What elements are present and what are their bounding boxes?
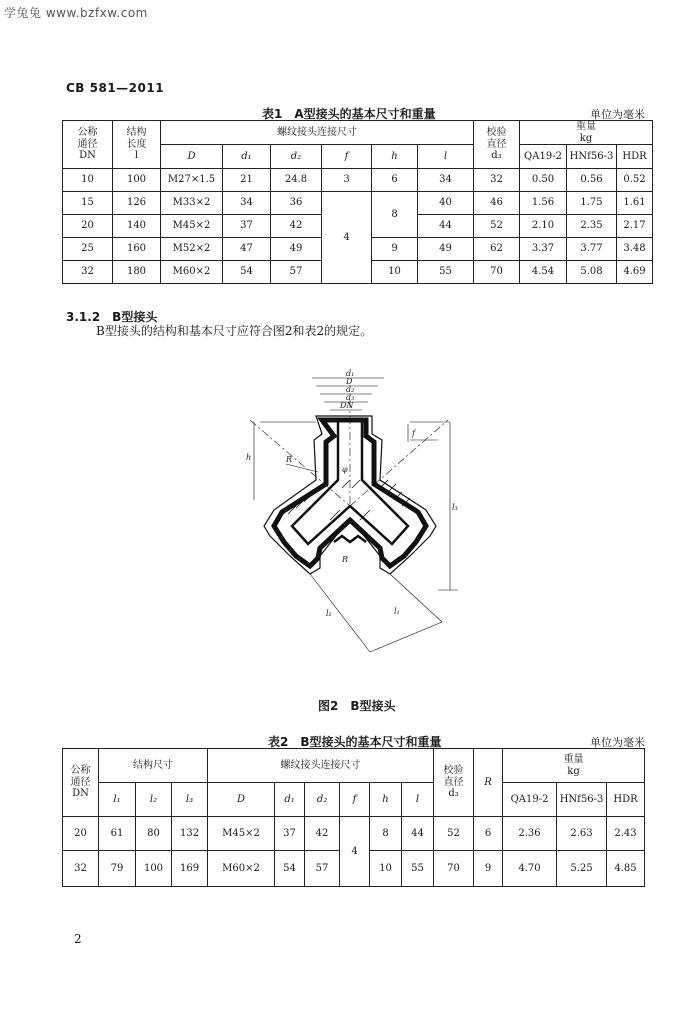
- t1-cell: 3.48: [617, 238, 653, 261]
- t2-head-mat-2: HNf56-3: [557, 783, 607, 817]
- standard-code: CB 581—2011: [66, 81, 165, 95]
- t2-cell: 6: [474, 817, 503, 851]
- t1-head-mat-1: QA19-2: [520, 145, 567, 169]
- t2-cell: 10: [370, 851, 402, 887]
- page-number: 2: [74, 932, 82, 946]
- t1-head-mat-3: HDR: [617, 145, 653, 169]
- t1-head-D: D: [161, 145, 223, 169]
- figure-caption: 图2 B型接头: [318, 699, 396, 713]
- t1-cell: 70: [474, 261, 520, 284]
- t1-cell: 49: [418, 238, 474, 261]
- t1-cell: 4.69: [617, 261, 653, 284]
- t1-head-f: f: [322, 145, 372, 169]
- t2-cell: 54: [275, 851, 305, 887]
- t2-cell: 44: [402, 817, 434, 851]
- joint-bore-lower: [334, 536, 366, 542]
- section-text: B型接头的结构和基本尺寸应符合图2和表2的规定。: [96, 324, 373, 338]
- t2-head-l3: l₃: [172, 783, 208, 817]
- t1-cell: 0.56: [567, 169, 617, 192]
- t1-cell: 25: [63, 238, 113, 261]
- t1-cell: 3.37: [520, 238, 567, 261]
- t1-cell: 1.61: [617, 192, 653, 215]
- t2-cell: M45×2: [208, 817, 275, 851]
- t1-cell: 34: [223, 192, 271, 215]
- fig-label-f: f: [412, 429, 415, 438]
- t2-cell: 2.63: [557, 817, 607, 851]
- t2-head-bolt-sym: d₃: [448, 788, 459, 800]
- t1-cell: 10: [63, 169, 113, 192]
- t2-cell: 79: [99, 851, 136, 887]
- fig-label-d2: d₂: [346, 385, 355, 394]
- t1-cell: 160: [113, 238, 161, 261]
- t1-cell: 36: [271, 192, 322, 215]
- t2-head-bolt: [434, 749, 474, 817]
- t1-cell: 140: [113, 215, 161, 238]
- t1-head-dn-sym: DN: [79, 150, 96, 162]
- t2-cell: 42: [305, 817, 340, 851]
- t1-head-bolt: [474, 121, 520, 169]
- table2-caption: 表2 B型接头的基本尺寸和重量: [268, 735, 442, 749]
- table1: [62, 120, 653, 284]
- t1-cell: 126: [113, 192, 161, 215]
- t1-cell: 44: [418, 215, 474, 238]
- t2-cell: 4.70: [503, 851, 557, 887]
- t1-cell: 3.77: [567, 238, 617, 261]
- table2-unit: 单位为毫米: [590, 736, 645, 749]
- t1-cell: 0.50: [520, 169, 567, 192]
- t2-cell: M60×2: [208, 851, 275, 887]
- t2-head-r: R: [474, 749, 503, 817]
- t1-cell: 46: [474, 192, 520, 215]
- t2-cell: 52: [434, 817, 474, 851]
- t2-head-d2: d₂: [305, 783, 340, 817]
- fig-label-D: D: [346, 377, 353, 386]
- watermark: 学兔兔 www.bzfxw.com: [4, 6, 148, 20]
- fig-label-phi: φ: [342, 465, 348, 474]
- fig-label-l3: l₃: [452, 503, 458, 512]
- t1-cell: 3: [322, 169, 372, 192]
- fig-label-h: h: [246, 453, 252, 462]
- t2-head-l2: l₂: [136, 783, 172, 817]
- t1-cell: M27×1.5: [161, 169, 223, 192]
- t1-head-d2: d₂: [271, 145, 322, 169]
- t1-cell: 32: [474, 169, 520, 192]
- t1-cell: 37: [223, 215, 271, 238]
- t2-cell: 100: [136, 851, 172, 887]
- t1-head-d1: d₁: [223, 145, 271, 169]
- fig-label-R2: R: [342, 555, 349, 564]
- table1-unit: 单位为毫米: [590, 108, 645, 121]
- t1-head-bolt-label: 校验 直径: [486, 127, 507, 150]
- t2-cell: 8: [370, 817, 402, 851]
- t1-cell: 49: [271, 238, 322, 261]
- t1-cell: 1.75: [567, 192, 617, 215]
- t2-cell: 4.85: [607, 851, 645, 887]
- table-row: [63, 817, 645, 851]
- table-row: [63, 169, 653, 192]
- t1-head-weight: 重量 kg: [520, 121, 653, 145]
- t2-head-D: D: [208, 783, 275, 817]
- fig-label-R: R: [286, 455, 293, 464]
- t2-head-d1: d₁: [275, 783, 305, 817]
- t1-cell: 10: [372, 261, 418, 284]
- t2-head-mat-1: QA19-2: [503, 783, 557, 817]
- t1-cell: 2.17: [617, 215, 653, 238]
- t2-head-l1: l₁: [99, 783, 136, 817]
- t1-cell: 42: [271, 215, 322, 238]
- t2-cell: 80: [136, 817, 172, 851]
- t1-cell: 21: [223, 169, 271, 192]
- t1-cell: 34: [418, 169, 474, 192]
- t2-merged-f: 4: [340, 817, 370, 887]
- t1-cell: 52: [474, 215, 520, 238]
- section-heading: 3.1.2 B型接头: [66, 310, 158, 324]
- t1-cell: 4.54: [520, 261, 567, 284]
- t1-cell: 5.08: [567, 261, 617, 284]
- t1-head-dn-label: 公称 通径: [77, 127, 98, 150]
- t2-cell: 37: [275, 817, 305, 851]
- t1-cell: 6: [372, 169, 418, 192]
- t2-cell: 61: [99, 817, 136, 851]
- t2-head-f: f: [340, 783, 370, 817]
- t1-cell: 40: [418, 192, 474, 215]
- t1-cell: 62: [474, 238, 520, 261]
- t2-cell: 9: [474, 851, 503, 887]
- t1-cell: 9: [372, 238, 418, 261]
- t2-cell: 70: [434, 851, 474, 887]
- figure-b-joint: [230, 360, 470, 680]
- fig-label-d3: d₃: [346, 393, 355, 402]
- t1-cell: 20: [63, 215, 113, 238]
- t2-head-dn: [63, 749, 99, 817]
- t2-cell: 55: [402, 851, 434, 887]
- t1-cell: 32: [63, 261, 113, 284]
- t2-head-weight: 重量 kg: [503, 749, 645, 783]
- t1-head-h: h: [372, 145, 418, 169]
- t2-head-l: l: [402, 783, 434, 817]
- fig-label-l1: l₁: [394, 607, 400, 616]
- t1-head-bolt-sym: d₃: [491, 150, 502, 162]
- t1-cell: 2.35: [567, 215, 617, 238]
- t2-cell: 2.36: [503, 817, 557, 851]
- t1-cell: 2.10: [520, 215, 567, 238]
- t2-cell: 2.43: [607, 817, 645, 851]
- t1-merged-h: 8: [372, 192, 418, 238]
- t1-head-l: [113, 121, 161, 169]
- t2-head-h: h: [370, 783, 402, 817]
- t2-head-dn-sym: DN: [72, 788, 89, 800]
- t1-head-l-label: 结构 长度: [126, 127, 147, 150]
- t2-head-mat-3: HDR: [607, 783, 645, 817]
- t2-cell: 32: [63, 851, 99, 887]
- table1-caption: 表1 A型接头的基本尺寸和重量: [262, 107, 436, 121]
- t1-head-l2: l: [418, 145, 474, 169]
- t1-cell: M52×2: [161, 238, 223, 261]
- t1-cell: M33×2: [161, 192, 223, 215]
- t1-merged-f: 4: [322, 192, 372, 284]
- t2-head-struct: 结构尺寸: [99, 749, 208, 783]
- t1-cell: 57: [271, 261, 322, 284]
- t1-cell: 24.8: [271, 169, 322, 192]
- t1-cell: 54: [223, 261, 271, 284]
- fig-label-d1: d₁: [346, 369, 355, 378]
- t1-cell: 180: [113, 261, 161, 284]
- t1-cell: 1.56: [520, 192, 567, 215]
- table2: [62, 748, 645, 887]
- t1-head-l-sym: l: [134, 150, 139, 162]
- fig-label-DN: DN: [340, 401, 354, 410]
- t1-cell: 100: [113, 169, 161, 192]
- fig-label-l2: l₂: [326, 609, 332, 618]
- t2-cell: 57: [305, 851, 340, 887]
- t2-head-dn-label: 公称 通径: [70, 765, 91, 788]
- table-row: [63, 192, 653, 215]
- t1-cell: 15: [63, 192, 113, 215]
- t2-cell: 132: [172, 817, 208, 851]
- t2-cell: 5.25: [557, 851, 607, 887]
- t2-head-bolt-label: 校验 直径: [443, 765, 464, 788]
- t1-cell: M60×2: [161, 261, 223, 284]
- t1-head-mat-2: HNf56-3: [567, 145, 617, 169]
- t1-head-thread: 螺纹接头连接尺寸: [161, 121, 474, 145]
- t1-head-dn: [63, 121, 113, 169]
- t1-cell: 47: [223, 238, 271, 261]
- t1-cell: 55: [418, 261, 474, 284]
- t1-cell: M45×2: [161, 215, 223, 238]
- joint-hatch: [288, 480, 410, 520]
- t2-head-thread: 螺纹接头连接尺寸: [208, 749, 434, 783]
- t2-cell: 20: [63, 817, 99, 851]
- t2-cell: 169: [172, 851, 208, 887]
- t1-cell: 0.52: [617, 169, 653, 192]
